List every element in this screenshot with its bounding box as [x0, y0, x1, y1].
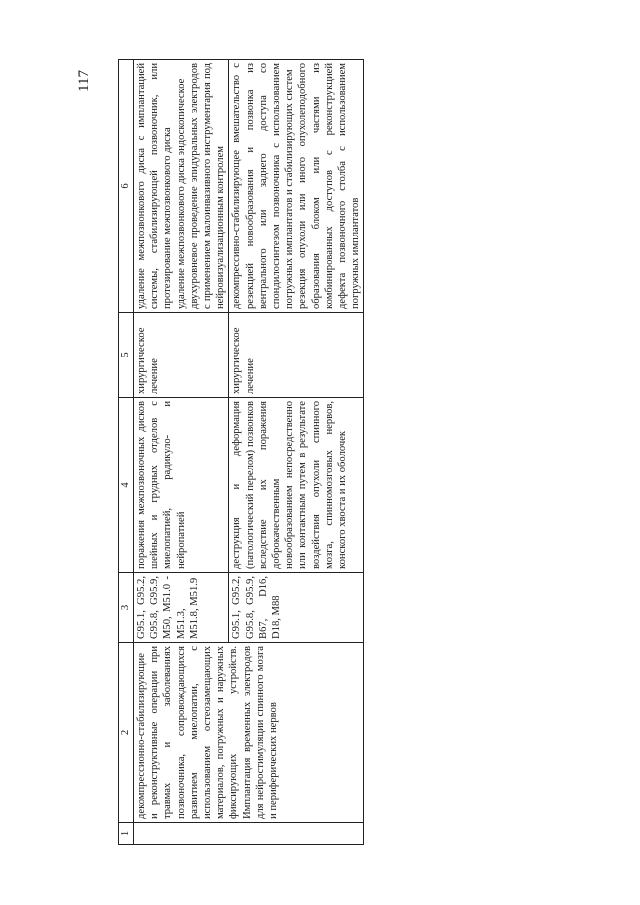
- medical-procedures-table: [118, 59, 364, 845]
- method-item: удаление межпозвонкового диска эндоскопическое: [175, 78, 187, 309]
- page-number: 117: [76, 70, 92, 92]
- table-header-row: [119, 60, 134, 845]
- treatment-methods-cell: [229, 60, 364, 313]
- treatment-type-cell: хирургическое лечение: [229, 313, 364, 398]
- header-col-2: 2: [119, 643, 134, 823]
- treatment-type-cell: хирургическое лечение: [134, 313, 229, 398]
- header-col-1: 1: [119, 823, 134, 845]
- diagnosis-cell: поражения межпозвоночных дисков шейных и грудных отделов с миелопатией, радикуло- и нейропатией: [134, 398, 229, 573]
- method-item: удаление межпозвонкового диска с имплантацией системы, стабилизирующей позвоночник, или протезирование межпозвонкового диска: [136, 63, 174, 309]
- diagnosis-cell: деструкция и деформация (патологический перелом) позвонков вследствие их поражения доброкачественным новообразованием непосредственно или контактным путем в результате воздействия опухоли спинного мозга, спинномозговых нервов, конского хвоста и их оболочек: [229, 398, 364, 573]
- method-item: декомпрессивно-стабилизирующее вмешательство с резекцией новообразования и позвонка из вентрального или заднего доступа со спондилосинтезом позвоночника с использованием погружных имплантатов и стабилизирующих систем: [231, 63, 296, 309]
- header-col-3: 3: [119, 573, 134, 643]
- rotated-table-container: [118, 60, 588, 845]
- method-item: резекция опухоли или иного опухолеподобного образования блоком или частями из комбинированных доступов с реконструкцией дефекта позвоночного столба с использованием погружных имплантатов: [297, 63, 362, 309]
- row-number-cell: [134, 823, 364, 845]
- treatment-methods-cell: [134, 60, 229, 313]
- table-row: [134, 60, 229, 845]
- procedure-name-cell: декомпрессионно-стабилизирующие и реконструктивные операции при травмах и заболеваниях позвоночника, сопровождающихся развитием миелопатии, с использованием остеозамещающих материалов, погружных и наружных фиксирующих устройств. Имплантация временных электродов для нейростимуляции спинного мозга и периферических нервов: [134, 643, 364, 823]
- header-col-4: 4: [119, 398, 134, 573]
- icd-codes-cell: G95.1, G95.2, G95.8, G95.9, B67, D16, D18, M88: [229, 573, 364, 643]
- method-item: двухуровневое проведение эпидуральных электродов с применением малоинвазивного инструментария под нейровизуализационным контролем: [188, 63, 227, 309]
- header-col-5: 5: [119, 313, 134, 398]
- icd-codes-cell: G95.1, G95.2, G95.8, G95.9, M50, M51.0 - M51.3, M51.8, M51.9: [134, 573, 229, 643]
- header-col-6: 6: [119, 60, 134, 313]
